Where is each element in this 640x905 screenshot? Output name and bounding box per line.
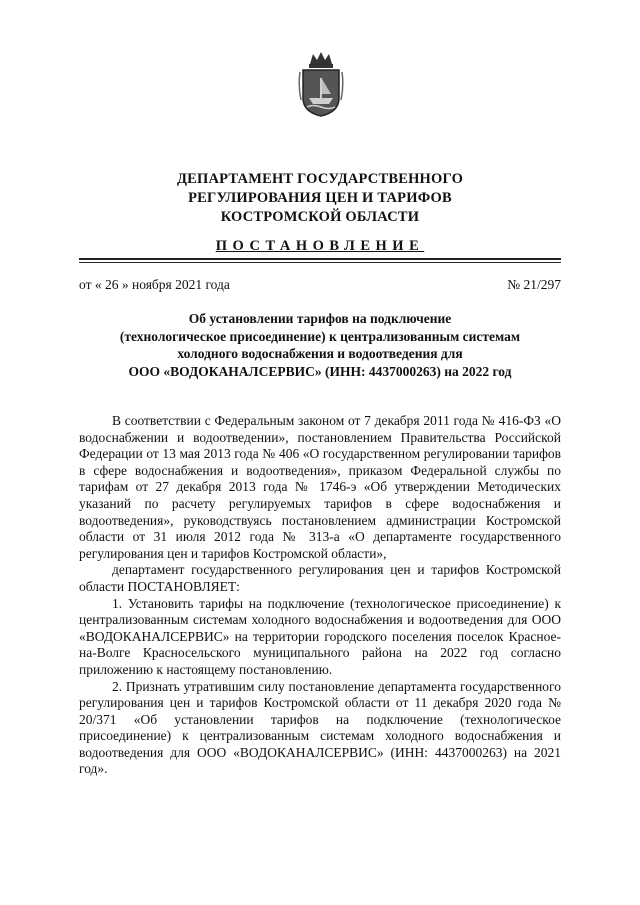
title-line-4: ООО «ВОДОКАНАЛСЕРВИС» (ИНН: 4437000263) на 2022 год	[128, 363, 512, 379]
title-line-3: холодного водоснабжения и водоотведения для	[177, 346, 463, 361]
dept-line-2: РЕГУЛИРОВАНИЯ ЦЕН И ТАРИФОВ	[188, 190, 452, 206]
document-title	[79, 310, 561, 380]
dept-line-1: ДЕПАРТАМЕНТ ГОСУДАРСТВЕННОГО	[176, 171, 464, 187]
department-name	[60, 170, 580, 227]
title-line-1: Об установлении тарифов на подключение	[188, 311, 452, 326]
document-number: № 21/297	[507, 277, 561, 292]
item-1-paragraph: 1. Установить тарифы на подключение (технологическое присоединение) к централизованным системам холодного водоснабжения и водоотведения для ООО «ВОДОКАНАЛСЕРВИС» на территории городского поселения поселок Красное-на-Волге Красносельского муниципального района на 2022 год согласно приложению к настоящему постановлению.	[79, 595, 561, 677]
document-date: от « 26 » ноября 2021 года	[79, 277, 230, 292]
coat-of-arms-icon	[298, 50, 344, 118]
item-2-paragraph: 2. Признать утратившим силу постановление департамента государственного регулирования цен и тарифов Костромской области от 11 декабря 2020 года № 20/371 «Об установлении тарифов на подключение (технологическое присоединение) к централизованным системам холодного водоснабжения и водоотведения для ООО «ВОДОКАНАЛСЕРВИС» (ИНН: 4437000263) на 2021 год».	[79, 678, 561, 777]
dept-line-3: КОСТРОМСКОЙ ОБЛАСТИ	[220, 209, 420, 225]
title-line-2: (технологическое присоединение) к централизованным системам	[119, 328, 521, 344]
document-body	[79, 413, 561, 778]
preamble-paragraph: В соответствии с Федеральным законом от 7 декабря 2011 года № 416-ФЗ «О водоснабжении и водоотведении», постановлением Правительства Российской Федерации от 13 мая 2013 года № 406 «О государственном регулировании тарифов в сфере водоснабжения и водоотведения», приказом Федеральной службы по тарифам от 27 декабря 2013 года № 1746-э «Об утверждении Методических указаний по расчету регулируемых тарифов в сфере водоснабжения и водоотведения», руководствуясь постановлением администрации Костромской области от 31 июля 2012 года № 313-а «О департаменте государственного регулирования цен и тарифов Костромской области»,	[79, 413, 561, 561]
header-rule-thick	[79, 258, 561, 260]
header-rule-thin	[79, 262, 561, 263]
decree-paragraph: департамент государственного регулирования цен и тарифов Костромской области ПОСТАНОВЛЯЕТ:	[79, 562, 561, 594]
document-type: ПОСТАНОВЛЕНИЕ	[215, 238, 425, 254]
